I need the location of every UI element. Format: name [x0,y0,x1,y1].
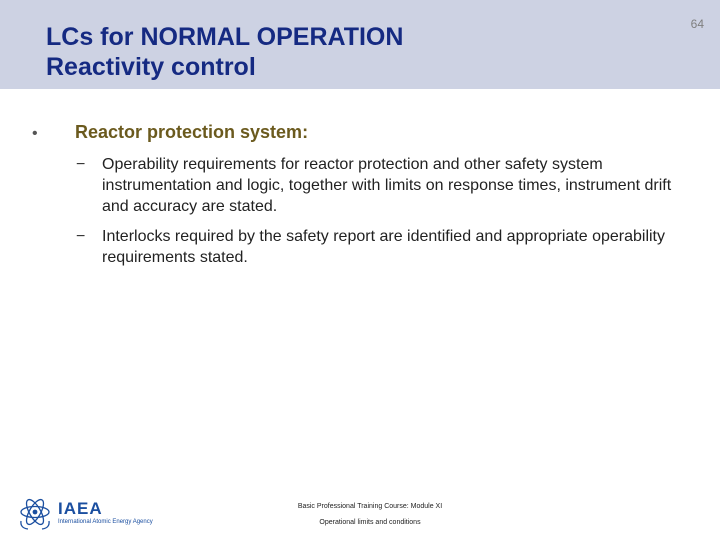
logo-wordmark: IAEA [58,499,103,518]
slide-title [46,22,403,82]
sub-bullet-list [76,154,686,277]
iaea-logo [16,495,153,531]
iaea-atom-emblem-icon [16,495,54,531]
sub-bullet-text: Operability requirements for reactor protection and other safety system instrumentation and logic, together with limits on response times, instrument drift and accuracy are stated. [102,156,672,215]
logo-subtitle: International Atomic Energy Agency [58,519,153,525]
bullet-item [30,122,308,143]
dash-icon: − [76,228,86,245]
bullet-icon: • [32,125,38,142]
footer-course: Basic Professional Training Course: Module XI [297,503,443,510]
bullet-heading: Reactor protection system: [75,122,309,142]
slide-number: 64 [690,17,704,31]
sub-bullet-text: Interlocks required by the safety report are identified and appropriate operability requirements stated. [102,228,665,266]
slide-title-line-2: Reactivity control [46,53,256,81]
sub-bullet-item [76,154,686,217]
sub-bullet-item [76,226,686,268]
title-band [0,0,720,89]
footer-topic: Operational limits and conditions [319,519,421,526]
slide-title-line-1: LCs for NORMAL OPERATION [46,23,404,51]
dash-icon: − [76,156,86,173]
logo-text [58,500,153,526]
